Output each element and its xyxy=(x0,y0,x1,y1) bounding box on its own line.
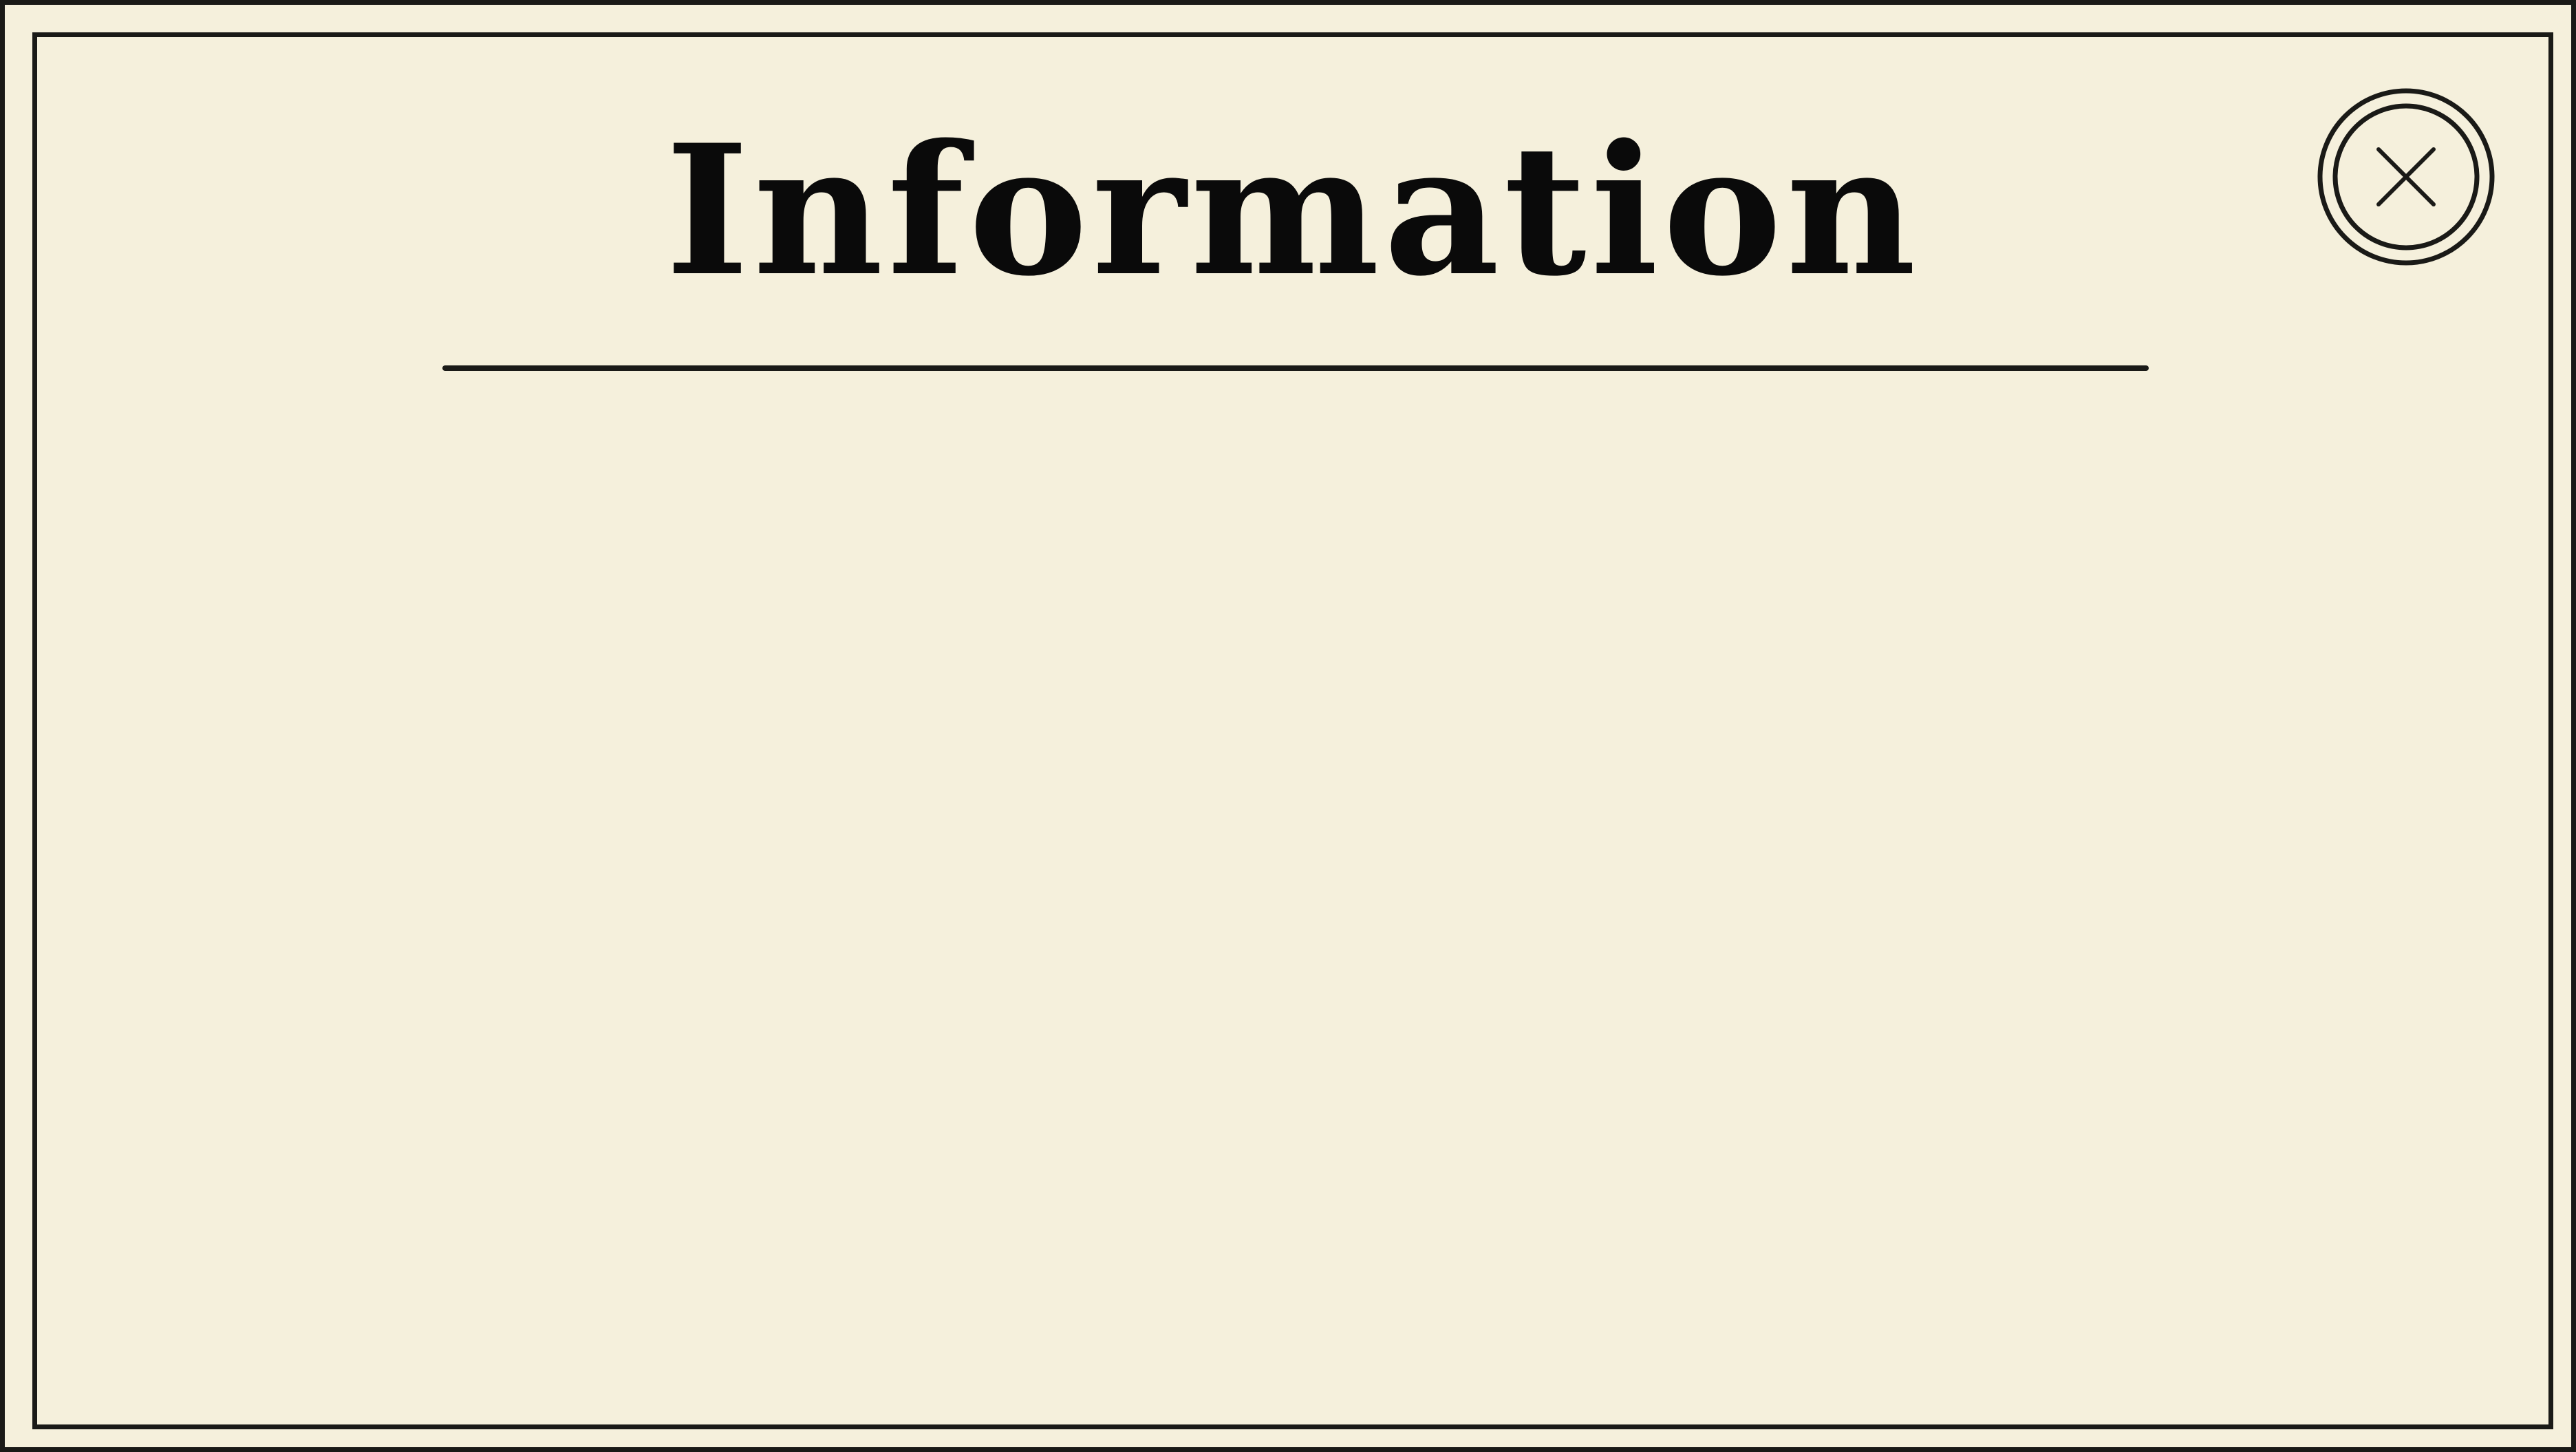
dialog-title: Information xyxy=(665,106,1920,316)
close-icon xyxy=(2315,86,2497,268)
title-divider xyxy=(442,365,2149,371)
close-button[interactable] xyxy=(2315,86,2497,268)
